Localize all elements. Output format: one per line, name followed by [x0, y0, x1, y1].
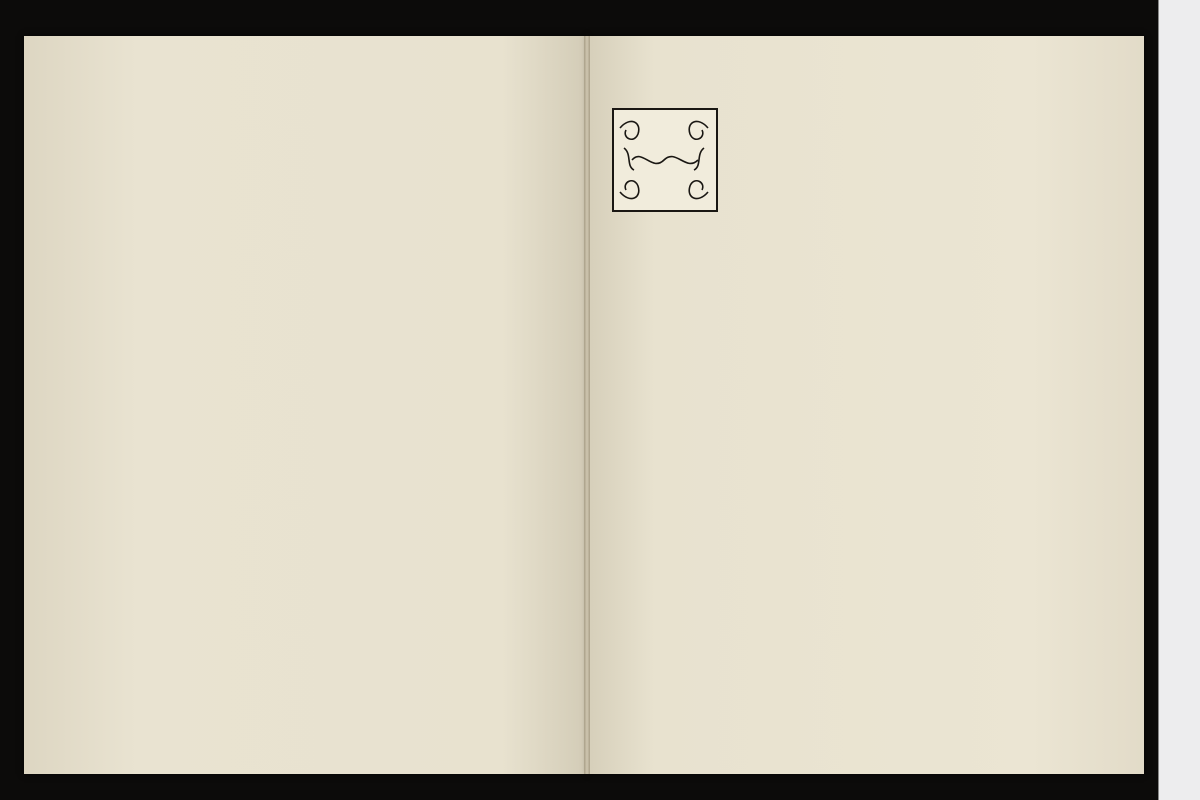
left-page [24, 36, 586, 774]
decorated-initial [612, 108, 718, 212]
measurement-ruler [1158, 0, 1200, 800]
book-gutter [584, 36, 590, 774]
